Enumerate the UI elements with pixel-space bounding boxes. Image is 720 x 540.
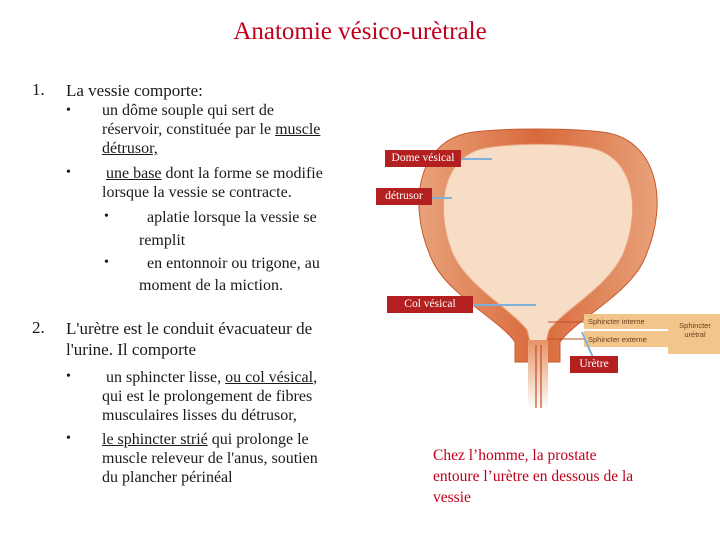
- line: musculaires lisses du détrusor,: [102, 407, 297, 424]
- line: vessie: [433, 489, 471, 506]
- line: du plancher périnéal: [102, 469, 233, 486]
- underlined-text: une base: [106, 165, 162, 182]
- text: réservoir, constituée par le: [102, 121, 276, 138]
- bullet-icon: •: [104, 255, 109, 270]
- section-1-number: 1.: [32, 80, 45, 99]
- bullet-icon: •: [66, 103, 71, 118]
- line: en entonnoir ou trigone, au: [147, 255, 320, 272]
- underlined-text: détrusor,: [102, 140, 158, 157]
- text: ,: [313, 369, 318, 386]
- line: muscle releveur de l'anus, soutien: [102, 450, 318, 467]
- text: qui prolonge le: [207, 431, 309, 448]
- line: lorsque la vessie se contracte.: [102, 184, 292, 201]
- text: dont la forme se modifie: [161, 165, 323, 182]
- label-sphincter-uretral: [671, 321, 719, 339]
- label-dome-vesical: Dome vésical: [385, 150, 461, 167]
- urethra-tube: [528, 340, 548, 410]
- label-uretre: Urètre: [570, 356, 618, 373]
- line: urétral: [684, 330, 706, 339]
- line: l'urine. Il comporte: [66, 340, 197, 359]
- line: Sphincter: [679, 321, 711, 330]
- section-1-heading: La vessie comporte:: [66, 81, 203, 100]
- section-2-number: 2.: [32, 318, 45, 337]
- bullet-icon: •: [66, 369, 71, 384]
- bullet-icon: •: [66, 431, 71, 446]
- prostate-caption: [433, 445, 633, 508]
- underlined-text: muscle: [275, 121, 321, 138]
- underlined-text: le sphincter strié: [102, 431, 208, 448]
- line: L'urètre est le conduit évacuateur de: [66, 319, 313, 338]
- line: qui est le prolongement de fibres: [102, 388, 313, 405]
- section-1-subitem-funnel-cont: moment de la miction.: [139, 277, 283, 294]
- section-1-subitem-flat-cont: remplit: [139, 232, 186, 249]
- bullet-icon: •: [66, 165, 71, 180]
- line: un dôme souple qui sert de: [102, 102, 274, 119]
- label-detrusor: détrusor: [376, 188, 432, 205]
- label-sphincter-externe: Sphincter externe: [588, 335, 647, 344]
- line: aplatie lorsque la vessie se: [147, 209, 317, 226]
- line: Chez l’homme, la prostate: [433, 447, 597, 464]
- label-col-vesical: Col vésical: [387, 296, 473, 313]
- label-sphincter-interne: Sphincter interne: [588, 317, 645, 326]
- page-title: Anatomie vésico-urètrale: [233, 18, 487, 45]
- underlined-text: ou col vésical: [225, 369, 314, 386]
- bullet-icon: •: [104, 209, 109, 224]
- text: un sphincter lisse,: [106, 369, 226, 386]
- line: entoure l’urètre en dessous de la: [433, 468, 634, 485]
